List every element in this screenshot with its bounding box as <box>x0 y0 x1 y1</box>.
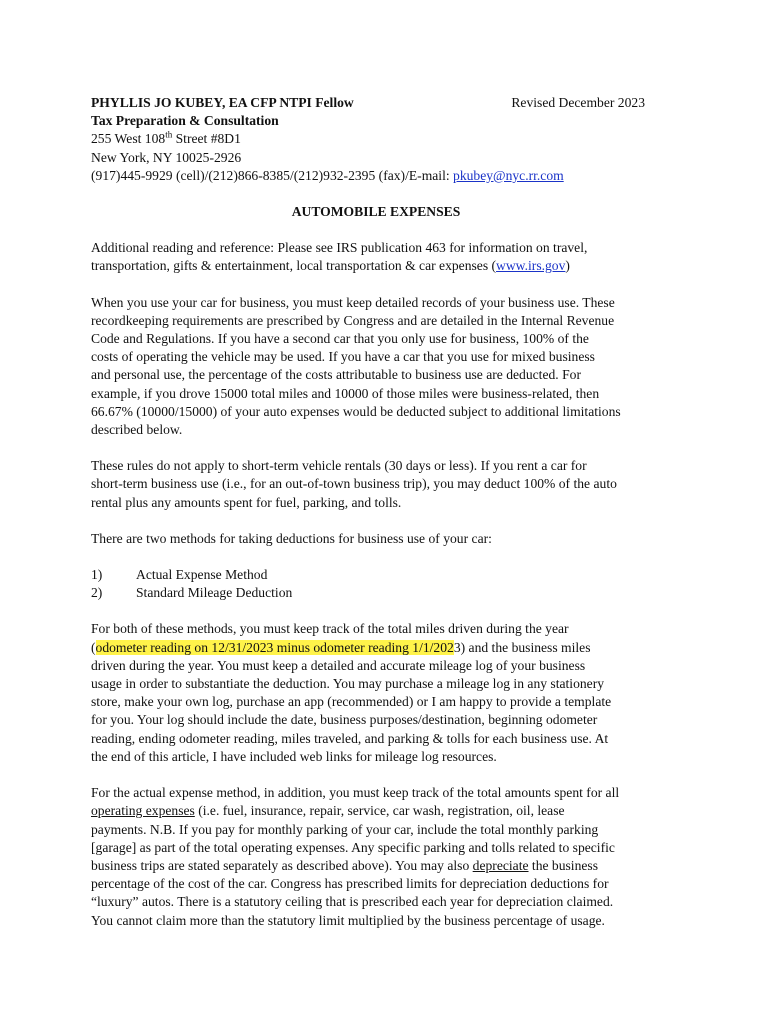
phone-numbers: (917)445-9929 (cell)/(212)866-8385/(212)932-2395 (fax)/E-mail: <box>91 167 454 183</box>
methods-list <box>91 566 691 602</box>
address-line-1 <box>91 130 691 148</box>
contact-line <box>91 167 691 185</box>
paragraph-line: described below. <box>91 422 183 438</box>
list-item <box>91 566 691 584</box>
list-number: 1) <box>91 567 103 583</box>
letterhead <box>91 94 691 185</box>
address-street-rest: Street #8D1 <box>172 131 241 147</box>
address-street-number: 255 West 108 <box>91 131 166 147</box>
paragraph-line: for you. Your log should include the date, business purposes/destination, beginning odometer <box>91 712 598 728</box>
paragraph-line: costs of operating the vehicle may be used. If you have a car that you use for mixed business <box>91 349 595 365</box>
paragraph-line: 66.67% (10000/15000) of your auto expenses would be deducted subject to additional limitations <box>91 403 621 419</box>
list-label: Actual Expense Method <box>136 567 268 583</box>
irs-link[interactable]: www.irs.gov <box>496 258 566 274</box>
business-name: Tax Preparation & Consultation <box>91 113 279 129</box>
paragraph-line: For both of these methods, you must keep track of the total miles driven during the year <box>91 621 569 637</box>
paragraph-line: usage in order to substantiate the deduction. You may purchase a mileage log in any stationery <box>91 676 605 692</box>
paragraph-line: store, make your own log, purchase an app (recommended) or I am happy to provide a template <box>91 694 612 710</box>
actual-expense-paragraph <box>91 784 691 930</box>
paragraph-line-start: business trips are stated separately as described above). You may also <box>91 857 473 873</box>
paragraph-line: payments. N.B. If you pay for monthly parking of your car, include the total monthly parking <box>91 821 599 837</box>
list-label: Standard Mileage Deduction <box>136 585 293 601</box>
intro-line-2 <box>91 257 691 275</box>
underlined-depreciate: depreciate <box>472 857 529 873</box>
paragraph-line: driven during the year. You must keep a detailed and accurate mileage log of your business <box>91 657 586 673</box>
paragraph-line: reading, ending odometer reading, miles traveled, and parking & tolls for each business use. At <box>91 730 609 746</box>
document-page <box>91 94 691 948</box>
paragraph-line: For the actual expense method, in addition, you must keep track of the total amounts spent for all <box>91 785 620 801</box>
address-line-2: New York, NY 10025-2926 <box>91 149 242 165</box>
paragraph-line <box>91 802 691 820</box>
email-link[interactable]: pkubey@nyc.rr.com <box>453 167 564 183</box>
paragraph-line: When you use your car for business, you must keep detailed records of your business use. These <box>91 294 615 310</box>
underlined-operating-expenses: operating expenses <box>91 803 195 819</box>
letterhead-top-row <box>91 94 691 112</box>
paragraph-line-rest: the business <box>528 857 598 873</box>
highlighted-text: odometer reading on 12/31/2023 minus odometer reading 1/1/202 <box>95 639 454 655</box>
author-name: PHYLLIS JO KUBEY, EA CFP NTPI Fellow <box>91 95 354 110</box>
document-title: AUTOMOBILE EXPENSES <box>291 204 461 220</box>
revision-date: Revised December 2023 <box>511 95 645 110</box>
paragraph-line: You cannot claim more than the statutory limit multiplied by the business percentage of usage. <box>91 912 605 928</box>
methods-intro: There are two methods for taking deductions for business use of your car: <box>91 530 492 546</box>
paragraph-line: recordkeeping requirements are prescribed by Congress and are detailed in the Internal Revenue <box>91 312 615 328</box>
paragraph-line-rest: 3) and the business miles <box>453 639 591 655</box>
intro-line-2-text: transportation, gifts & entertainment, local transportation & car expenses ( <box>91 258 497 274</box>
paragraph-line: rental plus any amounts spent for fuel, parking, and tolls. <box>91 494 402 510</box>
rental-paragraph <box>91 457 691 512</box>
mileage-paragraph <box>91 620 691 766</box>
paragraph-line: [garage] as part of the total operating expenses. Any specific parking and tolls related to specific <box>91 839 615 855</box>
paragraph-line: These rules do not apply to short-term vehicle rentals (30 days or less). If you rent a car for <box>91 458 587 474</box>
paragraph-line: and personal use, the percentage of the costs attributable to business use are deducted. For <box>91 367 581 383</box>
paragraph-line-rest: (i.e. fuel, insurance, repair, service, car wash, registration, oil, lease <box>194 803 565 819</box>
paragraph-line: Code and Regulations. If you have a second car that you only use for business, 100% of the <box>91 331 589 347</box>
paren-open: ( <box>91 639 96 655</box>
paragraph-line: example, if you drove 15000 total miles and 10000 of those miles were business-related, then <box>91 385 600 401</box>
paragraph-line <box>91 857 691 875</box>
intro-line-2-close: ) <box>565 258 570 274</box>
intro-paragraph <box>91 239 691 275</box>
paragraph-line: “luxury” autos. There is a statutory ceiling that is prescribed each year for depreciation claimed. <box>91 894 614 910</box>
list-number: 2) <box>91 585 103 601</box>
business-use-paragraph <box>91 294 691 440</box>
paragraph-line: percentage of the cost of the car. Congress has prescribed limits for depreciation deductions for <box>91 876 609 892</box>
paragraph-line: the end of this article, I have included web links for mileage log resources. <box>91 748 497 764</box>
paragraph-line: short-term business use (i.e., for an out-of-town business trip), you may deduct 100% of the auto <box>91 476 617 492</box>
intro-line-1: Additional reading and reference: Please see IRS publication 463 for information on travel, <box>91 240 588 256</box>
paragraph-line-highlighted <box>91 639 691 657</box>
list-item <box>91 584 691 602</box>
address-ordinal-suffix: th <box>165 129 173 140</box>
